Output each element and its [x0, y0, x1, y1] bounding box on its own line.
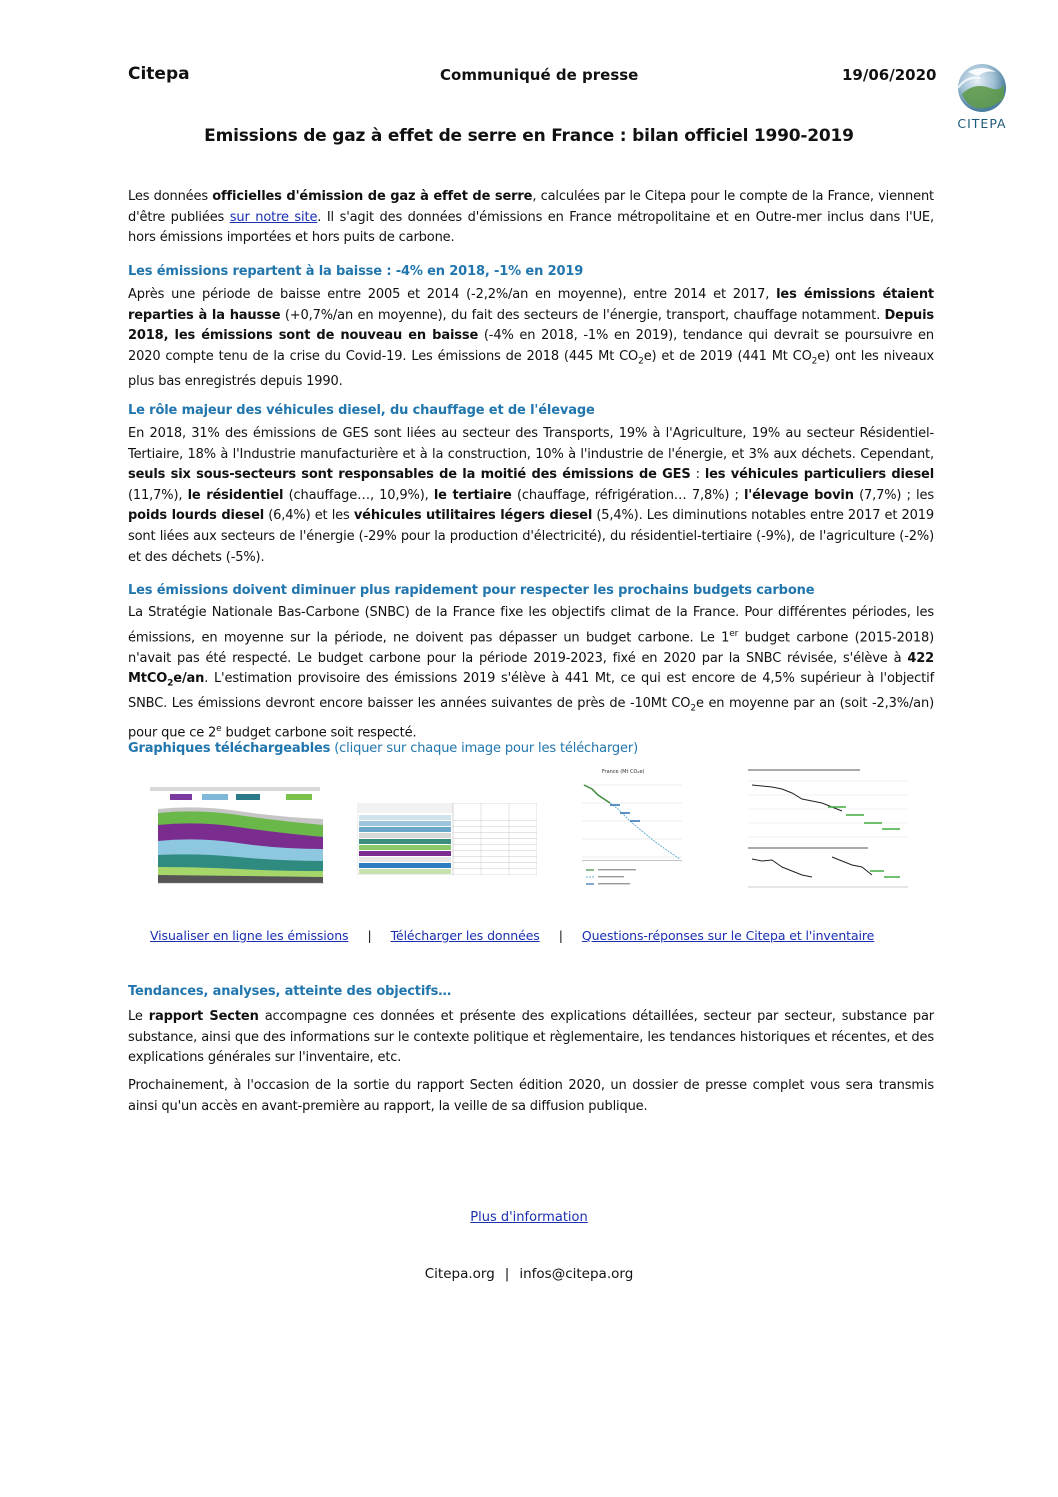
- publication-date: 19/06/2020: [842, 66, 937, 84]
- footer-email[interactable]: infos@citepa.org: [519, 1266, 634, 1282]
- s1-bold-1: les émissions étaient reparties à la hausse: [128, 287, 934, 323]
- s3-sup-1: er: [729, 628, 739, 639]
- intro-bold-1: officielles d'émission de gaz à effet de serre: [212, 189, 533, 204]
- budget-charts-icon: [742, 767, 912, 891]
- intro-text-2: , calculées par le Citepa pour le compte de la France, viennent d'être publiées: [128, 189, 935, 225]
- section-heading-decline: Les émissions repartent à la baisse : -4% en 2018, -1% en 2019: [128, 264, 584, 279]
- chart-3-title: France (Mt CO₂e): [602, 769, 645, 775]
- chart-thumbnail-trajectory[interactable]: [572, 769, 690, 889]
- document-type: Communiqué de presse: [440, 66, 639, 84]
- upcoming-paragraph: Prochainement, à l'occasion de la sortie du rapport Secten édition 2020, un dossier de presse complet vous sera transmis ainsi qu'un accès en avant-première au rapport, la veille de sa diffusion publique.: [128, 1078, 934, 1114]
- s2-bold-4: le tertiaire: [433, 487, 512, 503]
- s1-sub-1: 2: [638, 356, 644, 367]
- s1-bold-2: Depuis 2018, les émissions sont de nouveau en baisse: [128, 307, 934, 344]
- citepa-logo: [942, 58, 1022, 134]
- s2-bold-3: le résidentiel: [187, 487, 284, 503]
- s2-bold-5: l'élevage bovin: [743, 487, 854, 503]
- s2-text-6: (7,7%) ; les: [853, 487, 934, 503]
- s2-bold-1: seuls six sous-secteurs sont responsables de la moitié des émissions de GES: [128, 467, 691, 483]
- s2-text-3: (11,7%),: [128, 487, 188, 503]
- s3-bold-sub: 2: [167, 678, 174, 689]
- link-separator: |: [558, 928, 563, 943]
- s3-text-2: budget carbone (2015-2018) n'avait pas été respecté. Le budget carbone pour la période 2019-2023, fixé en 2020 par la SNBC révisée, s'élève à: [128, 629, 935, 666]
- s5-bold-1: rapport Secten: [148, 1009, 259, 1024]
- s2-text-8: (5,4%). Les diminutions notables entre 2017 et 2019 sont liées aux secteurs de l'énergie (-29% pour la production d'électricité), du résidentiel-tertiaire (-9%), de l'agriculture (-2%) et des déchets (-5%).: [128, 508, 935, 565]
- download-data-link[interactable]: Télécharger les données: [390, 928, 540, 943]
- charts-title: Graphiques téléchargeables: [128, 741, 331, 756]
- section-heading-trends: Tendances, analyses, atteinte des objectifs…: [128, 984, 452, 999]
- s1-text-1: Après une période de baisse entre 2005 et 2014 (-2,2%/an en moyenne), entre 2014 et 2017,: [128, 287, 777, 302]
- s3-text-3: . L'estimation provisoire des émissions 2019 s'élève à 441 Mt, ce qui est encore de 4,5% supérieur à l'objectif SNBC. Les émissions devront encore baisser les années suivantes de près de -10Mt CO: [128, 671, 934, 712]
- stacked-area-chart-icon: [146, 785, 326, 887]
- brand-name: Citepa: [128, 64, 190, 84]
- view-emissions-link[interactable]: Visualiser en ligne les émissions: [150, 928, 349, 943]
- charts-note: (cliquer sur chaque image pour les télécharger): [330, 741, 638, 756]
- section-paragraph-role: [128, 424, 934, 568]
- s1-text-5: e) ont les niveaux plus bas enregistrés depuis 1990.: [128, 348, 934, 389]
- s2-bold-7: véhicules utilitaires légers diesel: [353, 508, 593, 524]
- s3-bold-1b: e/an: [173, 671, 205, 687]
- s1-sub-2: 2: [811, 356, 818, 367]
- s2-text-4: (chauffage…, 10,9%),: [283, 487, 434, 503]
- s2-text-1: En 2018, 31% des émissions de GES sont liées au secteur des Transports, 19% à l'Agriculture, 19% au secteur Résidentiel-Tertiaire, 18% à l'Industrie manufacturière et à la construction, 10% à l'industrie de l'énergie, et 3% aux déchets. Cependant,: [128, 426, 934, 462]
- intro-text-1: Les données: [128, 189, 213, 204]
- line-chart-icon: [572, 769, 690, 889]
- intro-paragraph: [128, 187, 934, 249]
- chart-thumbnail-sector-emissions[interactable]: [146, 785, 326, 887]
- link-separator: |: [367, 928, 372, 943]
- footer-site[interactable]: Citepa.org: [424, 1266, 495, 1282]
- faq-link[interactable]: Questions-réponses sur le Citepa et l'inventaire: [581, 928, 875, 943]
- s3-text-4: e en moyenne par an (soit -2,3%/an) pour que ce 2: [128, 696, 934, 741]
- table-chart-icon: [357, 803, 537, 875]
- resource-links: [150, 928, 874, 943]
- page-title: Emissions de gaz à effet de serre en France : bilan officiel 1990-2019: [204, 126, 854, 146]
- more-info-row: [0, 1210, 1058, 1225]
- s3-text-5: budget carbone soit respecté.: [221, 725, 417, 741]
- s1-text-2: (+0,7%/an en moyenne), du fait des secteurs de l'énergie, transport, chauffage notamment.: [280, 307, 885, 323]
- footer-contact: [0, 1266, 1058, 1282]
- globe-icon: [942, 58, 1022, 116]
- s2-text-5: (chauffage, réfrigération… 7,8%) ;: [511, 487, 744, 503]
- more-info-link[interactable]: Plus d'information: [470, 1210, 588, 1225]
- section-heading-role: Le rôle majeur des véhicules diesel, du chauffage et de l'élevage: [128, 403, 595, 418]
- site-link[interactable]: sur notre site: [229, 209, 318, 225]
- secten-paragraph: [128, 1007, 934, 1069]
- s5-text-2: accompagne ces données et présente des explications détaillées, secteur par secteur, substance par substance, ainsi que des informations sur le contexte politique et règlementaire, les tendances historiques et récentes, et des explications générales sur l'inventaire, etc.: [128, 1009, 934, 1066]
- s5-text-1: Le: [128, 1009, 149, 1024]
- s3-text-1: La Stratégie Nationale Bas-Carbone (SNBC) de la France fixe les objectifs climat de la France. Pour différentes périodes, les émissions, en moyenne sur la période, ne doivent pas dépasser un budget carbone. Le 1: [128, 605, 934, 645]
- s2-text-2: :: [690, 467, 705, 483]
- section-heading-charts: [128, 741, 638, 756]
- s2-text-7: (6,4%) et les: [264, 508, 354, 524]
- s3-sub-2: 2: [690, 703, 696, 714]
- logo-text: CITEPA: [957, 116, 1007, 131]
- s3-sup-2: e: [216, 724, 222, 735]
- section-heading-budgets: Les émissions doivent diminuer plus rapidement pour respecter les prochains budgets carbone: [128, 583, 815, 598]
- s2-bold-2: les véhicules particuliers diesel: [704, 467, 935, 483]
- s1-text-4: e) et de 2019 (441 Mt CO: [643, 348, 812, 364]
- intro-text-3: . Il s'agit des données d'émissions en France métropolitaine et en Outre-mer inclus dans l'UE, hors émissions importées et hors puits de carbone.: [128, 209, 934, 246]
- section-paragraph-budgets: [128, 603, 934, 744]
- s2-bold-6: poids lourds diesel: [128, 508, 265, 524]
- s3-bold-1: 422 MtCO: [128, 650, 934, 687]
- s1-text-3: (-4% en 2018, -1% en 2019), tendance qui devrait se poursuivre en 2020 compte tenu de la crise du Covid-19. Les émissions de 2018 (445 Mt CO: [128, 328, 934, 364]
- chart-thumbnail-budgets[interactable]: [742, 767, 912, 891]
- chart-thumbnail-table[interactable]: [357, 803, 537, 875]
- section-paragraph-decline: [128, 285, 934, 393]
- footer-separator: |: [504, 1266, 510, 1282]
